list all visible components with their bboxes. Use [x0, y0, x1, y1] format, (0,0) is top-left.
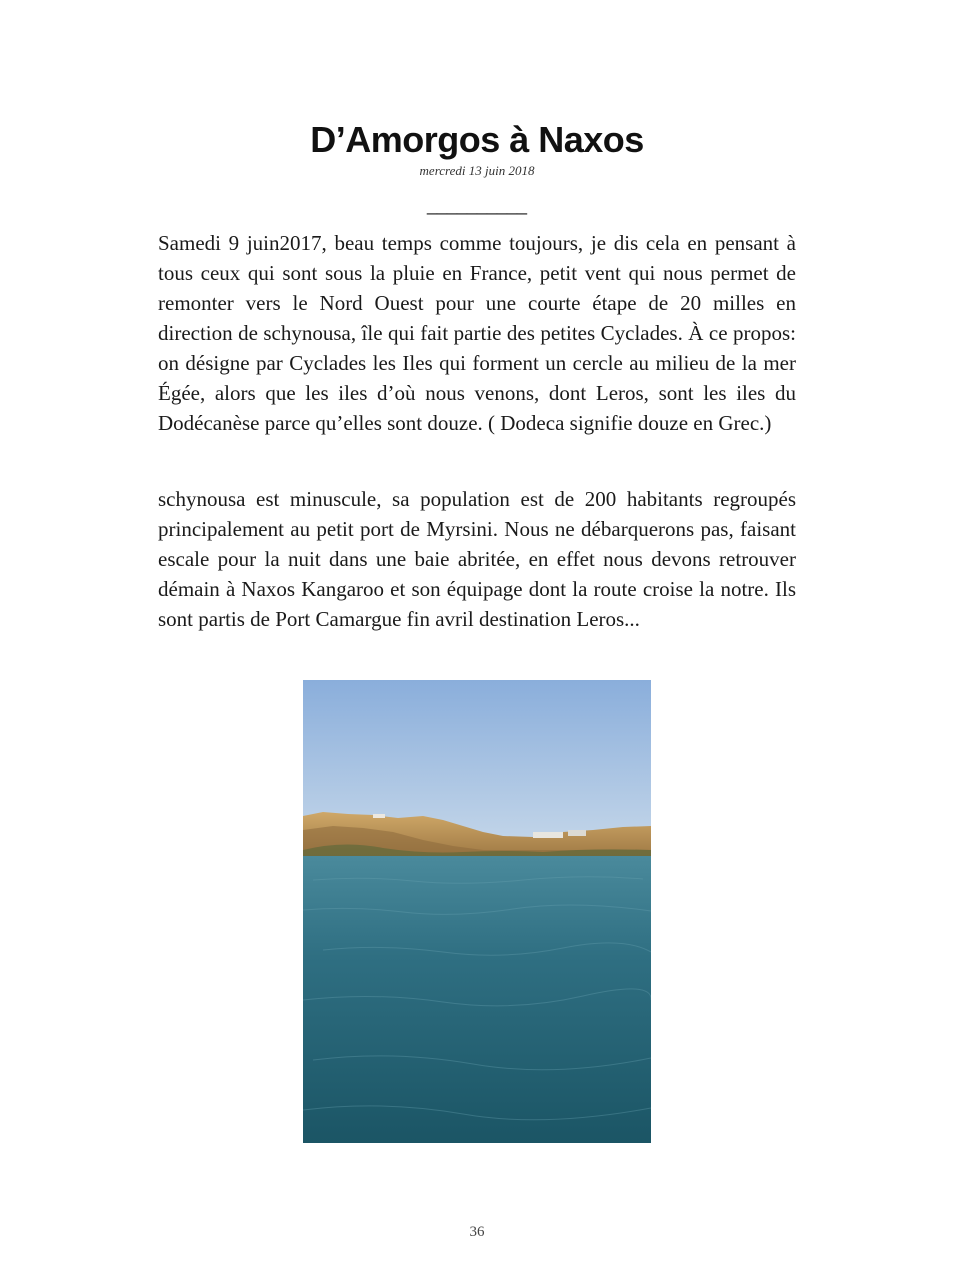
title-separator: __________ [426, 195, 528, 215]
page-title: D’Amorgos à Naxos [310, 119, 644, 160]
sea-landscape-photo [303, 680, 651, 1143]
paragraph-1: Samedi 9 juin2017, beau temps comme toujours, je dis cela en pensant à tous ceux qui sont sous la pluie en France, petit vent qui nous permet de remonter vers le Nord Ouest pour une courte étape de 20 milles en direction de schynousa, île qui fait partie des petites Cyclades. À ce propos: on désigne par Cyclades les Iles qui forment un cercle au milieu de la mer Égée, alors que les iles d’où nous venons, dont Leros, sont les iles du Dodécanèse parce qu’elles sont douze. ( Dodeca signifie douze en Grec.) [158, 231, 796, 435]
paragraph-2: schynousa est minuscule, sa population est de 200 habitants regroupés principalement au petit port de Myrsini. Nous ne débarquerons pas, faisant escale pour la nuit dans une baie abritée, en effet nous devons retrouver démain à Naxos Kangaroo et son équipage dont la route croise la notre. Ils sont partis de Port Camargue fin avril destination Leros... [158, 487, 796, 631]
post-date: mercredi 13 juin 2018 [419, 163, 535, 178]
page-number: 36 [469, 1224, 485, 1240]
